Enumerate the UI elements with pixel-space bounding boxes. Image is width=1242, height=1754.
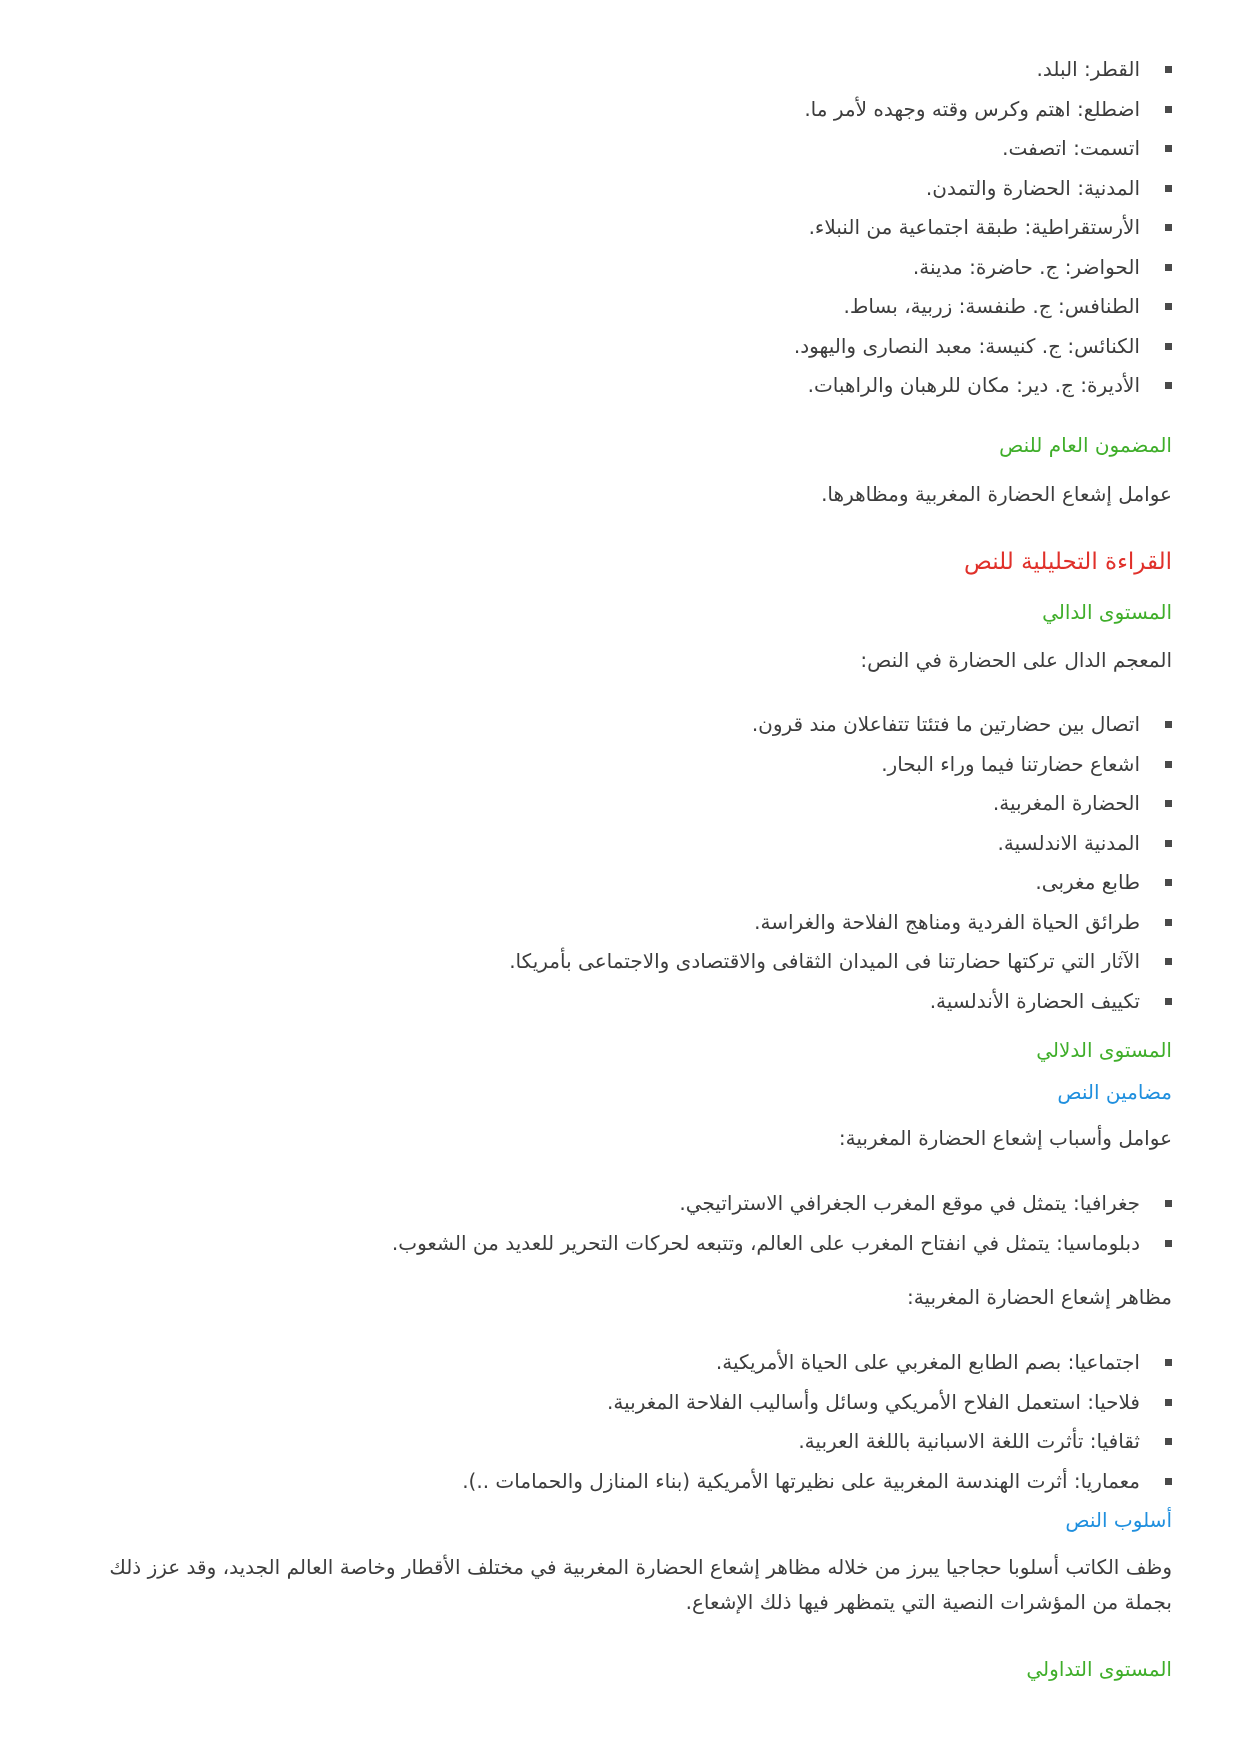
square-bullet-icon (1165, 185, 1172, 192)
list-item: اتصال بين حضارتين ما فتئتا تتفاعلان مند قرون. (80, 705, 1172, 745)
square-bullet-icon (1165, 343, 1172, 350)
square-bullet-icon (1165, 1438, 1172, 1445)
style-heading: أسلوب النص (1065, 1508, 1172, 1532)
list-item: الأديرة: ج. دير: مكان للرهبان والراهبات. (80, 366, 1172, 406)
square-bullet-icon (1165, 224, 1172, 231)
square-bullet-icon (1165, 919, 1172, 926)
list-item: اجتماعيا: بصم الطابع المغربي على الحياة الأمريكية. (80, 1343, 1172, 1383)
lexical-items-list (80, 705, 1172, 1021)
square-bullet-icon (1165, 106, 1172, 113)
square-bullet-icon (1165, 761, 1172, 768)
square-bullet-icon (1165, 1399, 1172, 1406)
list-item: اشعاع حضارتنا فيما وراء البحار. (80, 745, 1172, 785)
semantic-level-heading: المستوى الدلالي (1036, 1038, 1172, 1062)
list-item: اتسمت: اتصفت. (80, 129, 1172, 169)
square-bullet-icon (1165, 1200, 1172, 1207)
list-item: الآثار التي تركتها حضارتنا فى الميدان الثقافى والاقتصادى والاجتماعى بأمريكا. (80, 942, 1172, 982)
list-item: فلاحيا: استعمل الفلاح الأمريكي وسائل وأساليب الفلاحة المغربية. (80, 1383, 1172, 1423)
list-item: طابع مغربى. (80, 863, 1172, 903)
square-bullet-icon (1165, 721, 1172, 728)
style-text-line-1: وظف الكاتب أسلوبا حجاجيا يبرز من خلاله مظاهر إشعاع الحضارة المغربية في مختلف الأقطار وخاصة العالم الجديد، وقد عزز ذلك (109, 1555, 1172, 1579)
vocabulary-list (80, 50, 1172, 406)
square-bullet-icon (1165, 1240, 1172, 1247)
contents-heading: مضامين النص (1057, 1080, 1172, 1104)
list-item: الكنائس: ج. كنيسة: معبد النصارى واليهود. (80, 327, 1172, 367)
list-item: الحواضر: ج. حاضرة: مدينة. (80, 248, 1172, 288)
list-item: جغرافيا: يتمثل في موقع المغرب الجغرافي الاستراتيجي. (80, 1184, 1172, 1224)
general-content-text: عوامل إشعاع الحضارة المغربية ومظاهرها. (821, 482, 1172, 506)
square-bullet-icon (1165, 998, 1172, 1005)
square-bullet-icon (1165, 1359, 1172, 1366)
list-item: ثقافيا: تأثرت اللغة الاسبانية باللغة العربية. (80, 1422, 1172, 1462)
list-item: الأرستقراطية: طبقة اجتماعية من النبلاء. (80, 208, 1172, 248)
list-item: القطر: البلد. (80, 50, 1172, 90)
style-text-line-2: بجملة من المؤشرات النصية التي يتمظهر فيها ذلك الإشعاع. (685, 1590, 1172, 1614)
manifestations-list (80, 1343, 1172, 1501)
square-bullet-icon (1165, 1478, 1172, 1485)
analytical-reading-heading: القراءة التحليلية للنص (964, 549, 1172, 575)
lexical-level-heading: المستوى الدالي (1042, 600, 1172, 624)
list-item: الحضارة المغربية. (80, 784, 1172, 824)
list-item: الطنافس: ج. طنفسة: زربية، بساط. (80, 287, 1172, 327)
lexical-intro: المعجم الدال على الحضارة في النص: (860, 648, 1172, 672)
list-item: طرائق الحياة الفردية ومناهج الفلاحة والغراسة. (80, 903, 1172, 943)
square-bullet-icon (1165, 382, 1172, 389)
square-bullet-icon (1165, 800, 1172, 807)
square-bullet-icon (1165, 303, 1172, 310)
manifestations-intro: مظاهر إشعاع الحضارة المغربية: (907, 1285, 1172, 1309)
square-bullet-icon (1165, 958, 1172, 965)
general-content-heading: المضمون العام للنص (999, 433, 1172, 457)
list-item: تكييف الحضارة الأندلسية. (80, 982, 1172, 1022)
pragmatic-level-heading: المستوى التداولي (1026, 1657, 1172, 1681)
list-item: المدنية: الحضارة والتمدن. (80, 169, 1172, 209)
factors-intro: عوامل وأسباب إشعاع الحضارة المغربية: (838, 1126, 1172, 1150)
list-item: اضطلع: اهتم وكرس وقته وجهده لأمر ما. (80, 90, 1172, 130)
square-bullet-icon (1165, 66, 1172, 73)
list-item: معماريا: أثرت الهندسة المغربية على نظيرتها الأمريكية (بناء المنازل والحمامات ..). (80, 1462, 1172, 1502)
square-bullet-icon (1165, 264, 1172, 271)
square-bullet-icon (1165, 879, 1172, 886)
list-item: دبلوماسيا: يتمثل في انفتاح المغرب على العالم، وتتبعه لحركات التحرير للعديد من الشعوب. (80, 1224, 1172, 1264)
factors-list (80, 1184, 1172, 1263)
square-bullet-icon (1165, 145, 1172, 152)
square-bullet-icon (1165, 840, 1172, 847)
list-item: المدنية الاندلسية. (80, 824, 1172, 864)
